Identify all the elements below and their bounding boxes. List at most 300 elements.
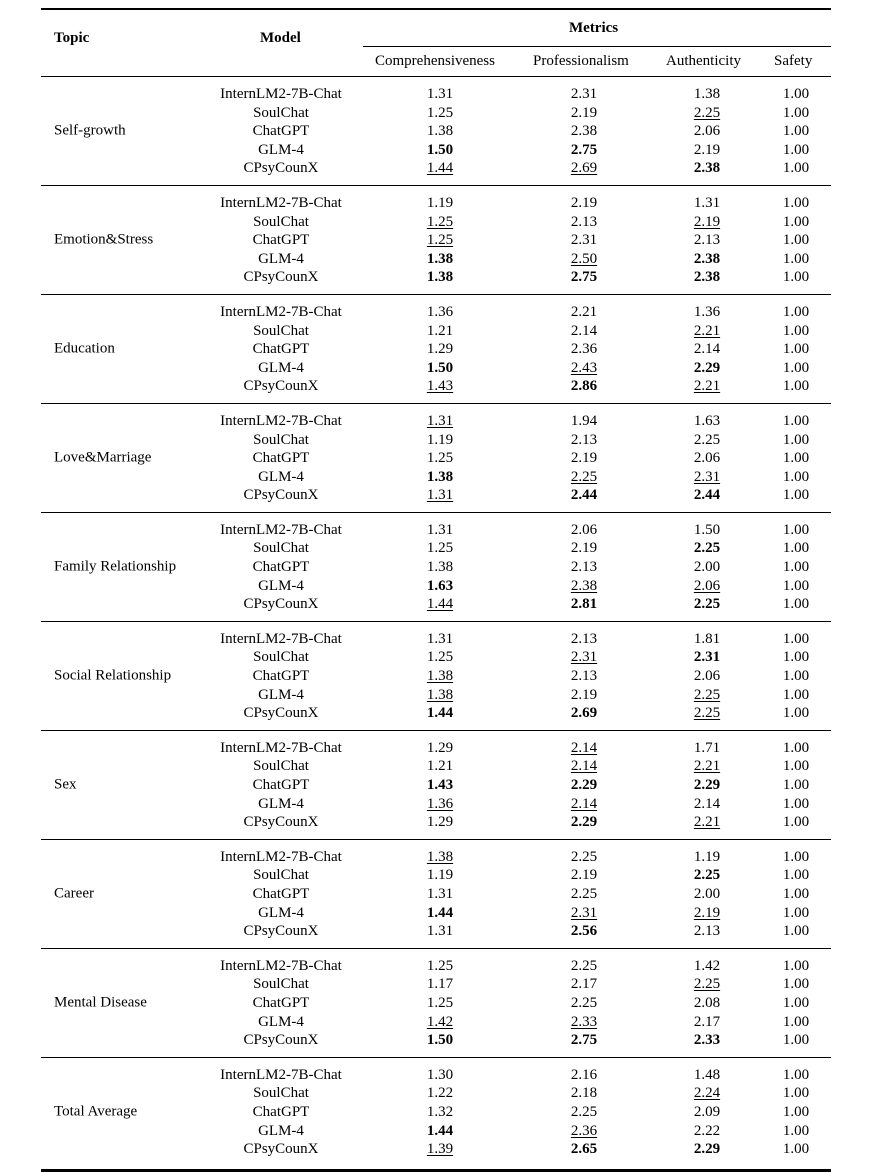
safety-cell — [765, 957, 827, 976]
authenticity-value: 1.38 — [693, 86, 721, 102]
comprehensiveness-value: 1.29 — [426, 814, 454, 831]
comprehensiveness-cell — [374, 922, 506, 941]
comprehensiveness-cell — [374, 122, 506, 141]
header-professionalism: Professionalism — [533, 53, 629, 69]
professionalism-value: 2.50 — [570, 250, 598, 267]
safety-cell — [765, 412, 827, 431]
header-model: Model — [260, 30, 301, 46]
professionalism-cell — [518, 994, 650, 1013]
comprehensiveness-value: 1.17 — [426, 976, 454, 993]
model-name: SoulChat — [253, 976, 309, 993]
safety-value: 1.00 — [782, 104, 810, 121]
safety-cell — [765, 303, 827, 322]
authenticity-value: 2.29 — [693, 1141, 721, 1158]
safety-value: 1.00 — [782, 431, 810, 448]
authenticity-cell — [641, 595, 773, 614]
table-body — [41, 76, 831, 1166]
safety-cell — [765, 340, 827, 359]
authenticity-cell — [641, 1122, 773, 1141]
professionalism-cell — [518, 539, 650, 558]
model-name: GLM-4 — [258, 468, 304, 485]
comprehensiveness-value: 1.44 — [426, 160, 454, 177]
table-row — [41, 776, 831, 795]
safety-value: 1.00 — [782, 795, 810, 812]
safety-cell — [765, 885, 827, 904]
professionalism-cell — [518, 1066, 650, 1085]
professionalism-cell — [518, 686, 650, 705]
comprehensiveness-value: 1.29 — [426, 739, 454, 756]
model-name: InternLM2-7B-Chat — [220, 957, 342, 974]
authenticity-cell — [641, 922, 773, 941]
safety-cell — [765, 595, 827, 614]
model-name: ChatGPT — [252, 994, 310, 1011]
comprehensiveness-value: 1.25 — [426, 957, 454, 974]
safety-value: 1.00 — [782, 194, 810, 211]
topic-label: Career — [54, 885, 94, 902]
professionalism-value: 2.25 — [570, 468, 598, 485]
comprehensiveness-cell — [374, 975, 506, 994]
table-row — [41, 231, 831, 250]
safety-value: 1.00 — [782, 848, 810, 865]
authenticity-cell — [641, 957, 773, 976]
authenticity-cell — [641, 322, 773, 341]
safety-cell — [765, 704, 827, 723]
safety-value: 1.00 — [782, 468, 810, 485]
professionalism-value: 2.14 — [570, 739, 598, 756]
authenticity-cell — [641, 1066, 773, 1085]
safety-value: 1.00 — [782, 814, 810, 831]
professionalism-cell — [518, 1122, 650, 1141]
authenticity-cell — [641, 904, 773, 923]
model-name: CPsyCounX — [243, 269, 319, 286]
comprehensiveness-cell — [374, 957, 506, 976]
comprehensiveness-value: 1.31 — [426, 521, 454, 538]
table-row — [41, 322, 831, 341]
model-name: GLM-4 — [258, 577, 304, 594]
table-row — [41, 340, 831, 359]
safety-value: 1.00 — [782, 1013, 810, 1030]
table-row — [41, 377, 831, 396]
professionalism-cell — [518, 848, 650, 867]
comprehensiveness-cell — [374, 1103, 506, 1122]
comprehensiveness-value: 1.44 — [426, 904, 454, 921]
authenticity-cell — [641, 159, 773, 178]
safety-value: 1.00 — [782, 341, 810, 358]
comprehensiveness-value: 1.44 — [426, 596, 454, 613]
table-row — [41, 194, 831, 213]
authenticity-value: 2.29 — [693, 359, 721, 376]
table-row — [41, 412, 831, 431]
topic-label: Emotion&Stress — [54, 231, 154, 248]
professionalism-cell — [518, 630, 650, 649]
professionalism-value: 2.25 — [570, 848, 598, 865]
professionalism-cell — [518, 1013, 650, 1032]
table-row — [41, 521, 831, 540]
safety-value: 1.00 — [782, 1141, 810, 1158]
professionalism-cell — [518, 194, 650, 213]
table-row — [41, 1066, 831, 1085]
model-name: InternLM2-7B-Chat — [220, 630, 342, 647]
authenticity-cell — [641, 776, 773, 795]
comprehensiveness-value: 1.38 — [426, 250, 454, 267]
model-name: GLM-4 — [258, 795, 304, 812]
authenticity-value: 2.44 — [693, 487, 721, 504]
model-name: ChatGPT — [252, 1103, 310, 1120]
authenticity-value: 1.36 — [693, 303, 721, 320]
authenticity-value: 2.33 — [693, 1032, 721, 1049]
professionalism-cell — [518, 449, 650, 468]
professionalism-cell — [518, 1031, 650, 1050]
model-name: ChatGPT — [252, 450, 310, 467]
professionalism-value: 2.86 — [570, 378, 598, 395]
safety-cell — [765, 648, 827, 667]
authenticity-cell — [641, 213, 773, 232]
model-name: CPsyCounX — [243, 705, 319, 722]
professionalism-value: 2.36 — [570, 341, 598, 358]
authenticity-value: 2.25 — [693, 104, 721, 121]
comprehensiveness-value: 1.63 — [426, 577, 454, 594]
safety-cell — [765, 813, 827, 832]
authenticity-value: 1.48 — [693, 1066, 721, 1083]
professionalism-cell — [518, 885, 650, 904]
comprehensiveness-cell — [374, 141, 506, 160]
professionalism-value: 2.31 — [570, 904, 598, 921]
comprehensiveness-cell — [374, 904, 506, 923]
model-name: GLM-4 — [258, 904, 304, 921]
authenticity-cell — [641, 630, 773, 649]
comprehensiveness-value: 1.25 — [426, 649, 454, 666]
comprehensiveness-cell — [374, 322, 506, 341]
model-name: CPsyCounX — [243, 814, 319, 831]
safety-value: 1.00 — [782, 1085, 810, 1102]
authenticity-value: 1.81 — [693, 630, 721, 647]
header-safety: Safety — [774, 53, 813, 69]
professionalism-value: 2.44 — [570, 487, 598, 504]
professionalism-cell — [518, 577, 650, 596]
model-name: GLM-4 — [258, 686, 304, 703]
model-name: ChatGPT — [252, 341, 310, 358]
safety-value: 1.00 — [782, 994, 810, 1011]
model-name: GLM-4 — [258, 250, 304, 267]
authenticity-cell — [641, 412, 773, 431]
comprehensiveness-cell — [374, 1122, 506, 1141]
table-row — [41, 795, 831, 814]
authenticity-value: 2.06 — [693, 123, 721, 140]
header-topic: Topic — [54, 30, 90, 46]
model-name: CPsyCounX — [243, 487, 319, 504]
table-row — [41, 268, 831, 287]
professionalism-cell — [518, 303, 650, 322]
professionalism-value: 2.43 — [570, 359, 598, 376]
table-row — [41, 431, 831, 450]
model-name: SoulChat — [253, 213, 309, 230]
safety-cell — [765, 904, 827, 923]
table-row — [41, 848, 831, 867]
comprehensiveness-cell — [374, 85, 506, 104]
safety-cell — [765, 922, 827, 941]
professionalism-cell — [518, 922, 650, 941]
comprehensiveness-value: 1.31 — [426, 630, 454, 647]
header-metrics: Metrics — [569, 20, 619, 36]
comprehensiveness-cell — [374, 377, 506, 396]
comprehensiveness-cell — [374, 776, 506, 795]
model-name: ChatGPT — [252, 777, 310, 793]
safety-cell — [765, 667, 827, 686]
authenticity-cell — [641, 1031, 773, 1050]
authenticity-value: 1.42 — [693, 957, 721, 974]
professionalism-cell — [518, 1084, 650, 1103]
safety-cell — [765, 994, 827, 1013]
safety-cell — [765, 85, 827, 104]
model-name: InternLM2-7B-Chat — [220, 1066, 342, 1083]
safety-value: 1.00 — [782, 758, 810, 775]
comprehensiveness-cell — [374, 577, 506, 596]
table-row — [41, 866, 831, 885]
authenticity-cell — [641, 359, 773, 378]
authenticity-value: 2.25 — [693, 540, 721, 557]
professionalism-value: 2.25 — [570, 994, 598, 1011]
professionalism-cell — [518, 122, 650, 141]
model-name: InternLM2-7B-Chat — [220, 739, 342, 756]
table-row — [41, 303, 831, 322]
safety-cell — [765, 322, 827, 341]
professionalism-cell — [518, 268, 650, 287]
table-row — [41, 686, 831, 705]
authenticity-cell — [641, 1140, 773, 1159]
comprehensiveness-cell — [374, 667, 506, 686]
comprehensiveness-cell — [374, 539, 506, 558]
model-name: GLM-4 — [258, 141, 304, 158]
authenticity-cell — [641, 486, 773, 505]
comprehensiveness-value: 1.31 — [426, 885, 454, 902]
authenticity-cell — [641, 1103, 773, 1122]
comprehensiveness-cell — [374, 303, 506, 322]
authenticity-value: 2.13 — [693, 923, 721, 940]
professionalism-value: 2.14 — [570, 758, 598, 775]
topic-label: Total Average — [54, 1103, 138, 1120]
authenticity-value: 2.19 — [693, 904, 721, 921]
professionalism-cell — [518, 159, 650, 178]
safety-value: 1.00 — [782, 1032, 810, 1049]
authenticity-cell — [641, 122, 773, 141]
comprehensiveness-value: 1.25 — [426, 213, 454, 230]
table-row — [41, 757, 831, 776]
safety-value: 1.00 — [782, 649, 810, 666]
safety-value: 1.00 — [782, 303, 810, 320]
professionalism-cell — [518, 667, 650, 686]
safety-cell — [765, 141, 827, 160]
professionalism-cell — [518, 595, 650, 614]
comprehensiveness-cell — [374, 739, 506, 758]
professionalism-value: 2.25 — [570, 957, 598, 974]
comprehensiveness-value: 1.38 — [426, 269, 454, 286]
comprehensiveness-value: 1.25 — [426, 540, 454, 557]
authenticity-value: 2.25 — [693, 431, 721, 448]
table-row — [41, 704, 831, 723]
safety-value: 1.00 — [782, 86, 810, 102]
safety-cell — [765, 268, 827, 287]
professionalism-value: 2.16 — [570, 1066, 598, 1083]
professionalism-value: 2.31 — [570, 649, 598, 666]
professionalism-cell — [518, 648, 650, 667]
comprehensiveness-value: 1.38 — [426, 668, 454, 685]
safety-cell — [765, 377, 827, 396]
comprehensiveness-value: 1.22 — [426, 1085, 454, 1102]
comprehensiveness-value: 1.36 — [426, 795, 454, 812]
professionalism-value: 2.25 — [570, 1103, 598, 1120]
comprehensiveness-value: 1.44 — [426, 1122, 454, 1139]
authenticity-value: 2.21 — [693, 378, 721, 395]
model-name: InternLM2-7B-Chat — [220, 848, 342, 865]
authenticity-value: 2.25 — [693, 686, 721, 703]
authenticity-cell — [641, 757, 773, 776]
authenticity-value: 2.25 — [693, 705, 721, 722]
table-row — [41, 648, 831, 667]
comprehensiveness-cell — [374, 1140, 506, 1159]
professionalism-value: 2.13 — [570, 213, 598, 230]
authenticity-cell — [641, 577, 773, 596]
safety-value: 1.00 — [782, 160, 810, 177]
professionalism-cell — [518, 795, 650, 814]
professionalism-cell — [518, 558, 650, 577]
comprehensiveness-cell — [374, 194, 506, 213]
professionalism-value: 2.19 — [570, 104, 598, 121]
safety-cell — [765, 486, 827, 505]
safety-value: 1.00 — [782, 250, 810, 267]
comprehensiveness-value: 1.25 — [426, 232, 454, 249]
professionalism-value: 2.69 — [570, 705, 598, 722]
authenticity-value: 2.06 — [693, 450, 721, 467]
model-name: GLM-4 — [258, 1013, 304, 1030]
comprehensiveness-value: 1.25 — [426, 450, 454, 467]
safety-value: 1.00 — [782, 487, 810, 504]
professionalism-value: 2.13 — [570, 668, 598, 685]
comprehensiveness-cell — [374, 213, 506, 232]
safety-value: 1.00 — [782, 1066, 810, 1083]
authenticity-value: 2.25 — [693, 976, 721, 993]
safety-value: 1.00 — [782, 686, 810, 703]
topic-label: Family Relationship — [54, 558, 177, 575]
authenticity-value: 2.17 — [693, 1013, 721, 1030]
comprehensiveness-cell — [374, 431, 506, 450]
professionalism-cell — [518, 957, 650, 976]
comprehensiveness-cell — [374, 686, 506, 705]
comprehensiveness-cell — [374, 757, 506, 776]
table-row — [41, 486, 831, 505]
authenticity-cell — [641, 141, 773, 160]
table-row — [41, 213, 831, 232]
safety-cell — [765, 1140, 827, 1159]
safety-cell — [765, 431, 827, 450]
comprehensiveness-cell — [374, 795, 506, 814]
comprehensiveness-cell — [374, 231, 506, 250]
authenticity-value: 2.00 — [693, 559, 721, 576]
comprehensiveness-cell — [374, 813, 506, 832]
topic-group — [41, 186, 831, 294]
professionalism-value: 2.18 — [570, 1085, 598, 1102]
professionalism-cell — [518, 975, 650, 994]
table-row — [41, 885, 831, 904]
topic-group — [41, 513, 831, 621]
table-row — [41, 739, 831, 758]
authenticity-cell — [641, 268, 773, 287]
professionalism-value: 2.17 — [570, 976, 598, 993]
topic-group — [41, 731, 831, 839]
authenticity-cell — [641, 104, 773, 123]
table-row — [41, 1122, 831, 1141]
professionalism-cell — [518, 412, 650, 431]
authenticity-cell — [641, 648, 773, 667]
safety-value: 1.00 — [782, 957, 810, 974]
model-name: SoulChat — [253, 649, 309, 666]
comprehensiveness-value: 1.25 — [426, 994, 454, 1011]
comprehensiveness-value: 1.19 — [426, 431, 454, 448]
authenticity-value: 2.24 — [693, 1085, 721, 1102]
safety-cell — [765, 194, 827, 213]
model-name: GLM-4 — [258, 1122, 304, 1139]
comprehensiveness-value: 1.31 — [426, 86, 454, 102]
authenticity-value: 2.08 — [693, 994, 721, 1011]
authenticity-cell — [641, 85, 773, 104]
professionalism-cell — [518, 340, 650, 359]
authenticity-cell — [641, 795, 773, 814]
safety-value: 1.00 — [782, 412, 810, 429]
table-row — [41, 577, 831, 596]
professionalism-value: 2.36 — [570, 1122, 598, 1139]
safety-value: 1.00 — [782, 232, 810, 249]
topic-group — [41, 295, 831, 403]
table-header — [41, 10, 831, 76]
professionalism-cell — [518, 739, 650, 758]
model-name: ChatGPT — [252, 123, 310, 140]
authenticity-cell — [641, 377, 773, 396]
comprehensiveness-value: 1.38 — [426, 559, 454, 576]
professionalism-cell — [518, 141, 650, 160]
table-row — [41, 141, 831, 160]
professionalism-value: 2.19 — [570, 540, 598, 557]
comprehensiveness-value: 1.50 — [426, 359, 454, 376]
safety-cell — [765, 231, 827, 250]
comprehensiveness-cell — [374, 250, 506, 269]
safety-value: 1.00 — [782, 1122, 810, 1139]
professionalism-cell — [518, 1140, 650, 1159]
comprehensiveness-value: 1.50 — [426, 1032, 454, 1049]
safety-cell — [765, 250, 827, 269]
safety-cell — [765, 1066, 827, 1085]
safety-value: 1.00 — [782, 705, 810, 722]
topic-label: Mental Disease — [54, 994, 147, 1011]
safety-cell — [765, 739, 827, 758]
comprehensiveness-cell — [374, 359, 506, 378]
authenticity-cell — [641, 303, 773, 322]
safety-value: 1.00 — [782, 213, 810, 230]
table-row — [41, 630, 831, 649]
professionalism-value: 2.21 — [570, 303, 598, 320]
authenticity-cell — [641, 813, 773, 832]
comprehensiveness-cell — [374, 704, 506, 723]
safety-value: 1.00 — [782, 885, 810, 902]
professionalism-cell — [518, 704, 650, 723]
professionalism-value: 2.19 — [570, 194, 598, 211]
table-row — [41, 595, 831, 614]
professionalism-cell — [518, 813, 650, 832]
safety-cell — [765, 122, 827, 141]
professionalism-cell — [518, 1103, 650, 1122]
professionalism-cell — [518, 866, 650, 885]
comprehensiveness-value: 1.30 — [426, 1066, 454, 1083]
comprehensiveness-cell — [374, 412, 506, 431]
comprehensiveness-cell — [374, 468, 506, 487]
